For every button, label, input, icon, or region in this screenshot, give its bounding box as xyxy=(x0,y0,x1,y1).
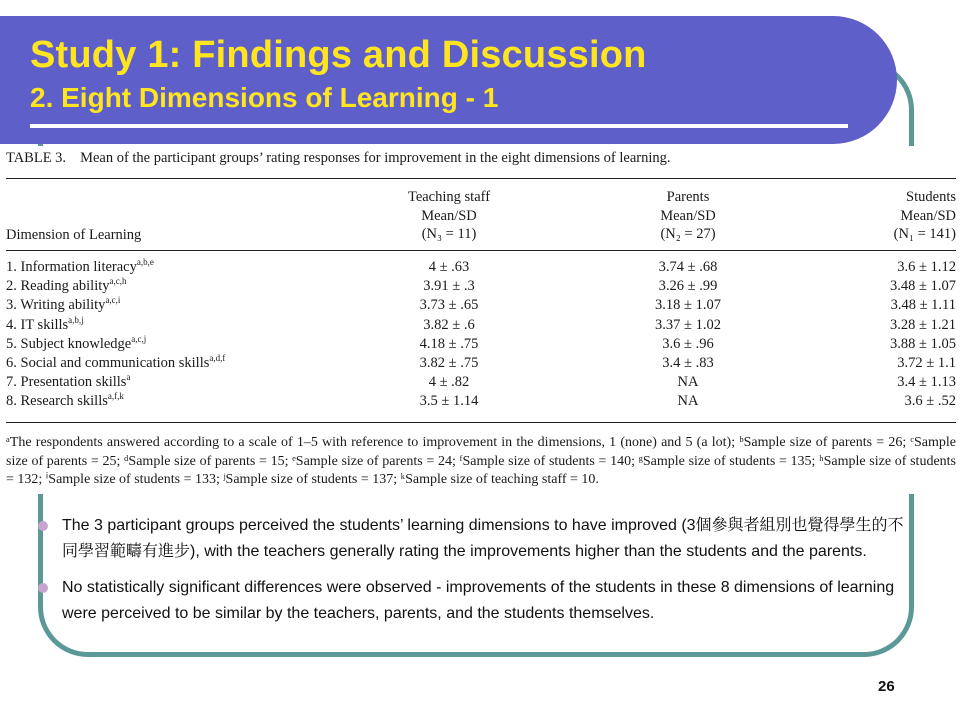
cell-students: 3.72 ± 1.1 xyxy=(897,354,956,371)
cell-parents: 3.37 ± 1.02 xyxy=(655,316,721,333)
table-row xyxy=(0,314,960,336)
page-number: 26 xyxy=(878,678,895,695)
cell-parents: 3.26 ± .99 xyxy=(658,278,718,295)
cell-teaching: 4 ± .63 xyxy=(428,259,470,275)
table-header-rule xyxy=(6,250,956,251)
dimension-footnote-marks: a,f,k xyxy=(107,391,124,402)
cell-students: 3.6 ± 1.12 xyxy=(897,259,956,275)
cell-parents: 3.4 ± .83 xyxy=(662,354,714,371)
dimension-footnote-marks: a,c,j xyxy=(131,333,147,344)
cell-students: 3.88 ± 1.05 xyxy=(890,335,956,352)
cell-dimension xyxy=(6,297,120,314)
dimension-label: 4. IT skills xyxy=(6,316,69,333)
bullet-dot-icon xyxy=(38,583,48,593)
dimension-footnote-marks: a,b,e xyxy=(136,257,154,267)
dimension-footnote-marks: a,b,j xyxy=(68,314,84,325)
col-header-n: (N₂ = 27) xyxy=(660,226,716,242)
cell-parents: 3.18 ± 1.07 xyxy=(655,297,721,314)
cell-students: 3.4 ± 1.13 xyxy=(897,374,956,391)
table-row xyxy=(0,374,960,393)
dimension-label: 8. Research skills xyxy=(6,393,108,410)
cell-students: 3.48 ± 1.11 xyxy=(890,297,956,314)
cell-parents: 3.6 ± .96 xyxy=(662,335,714,352)
dimension-label: 1. Information literacy xyxy=(6,259,137,275)
bullet-text: The 3 participant groups perceived the students’ learning dimensions to have improved (3個參與者組別也覺得學生的不同學習範疇有進步), with the teachers generally rating the improvements higher than the students and the parents. xyxy=(62,517,904,560)
dimension-footnote-marks: a,d,f xyxy=(209,352,226,363)
cell-dimension xyxy=(6,393,124,410)
dimension-label: 2. Reading ability xyxy=(6,278,110,295)
dimension-footnote-marks: a,c,i xyxy=(105,295,121,306)
cell-dimension xyxy=(6,352,226,372)
table-row xyxy=(0,333,960,355)
col-header-students xyxy=(856,188,956,244)
cell-parents: 3.74 ± .68 xyxy=(658,259,718,275)
col-header-n: (N₁ = 141) xyxy=(893,226,956,242)
dimension-footnote-marks: a,c,h xyxy=(109,276,127,287)
title-underline xyxy=(30,124,848,128)
cell-teaching: 3.91 ± .3 xyxy=(423,278,475,295)
col-header-parents xyxy=(628,188,748,244)
bullet-item xyxy=(36,575,916,627)
cell-students: 3.28 ± 1.21 xyxy=(890,316,956,333)
dimension-header: Dimension of Learning xyxy=(6,227,142,243)
col-header-n: (N₃ = 11) xyxy=(421,226,477,242)
cell-teaching: 4.18 ± .75 xyxy=(419,335,479,352)
table-top-rule xyxy=(6,178,956,179)
table-bottom-rule xyxy=(6,422,956,423)
cell-teaching: 3.5 ± 1.14 xyxy=(419,393,479,410)
cell-teaching: 3.82 ± .6 xyxy=(423,316,475,333)
col-header-name: Parents xyxy=(666,189,710,205)
cell-parents: NA xyxy=(677,393,699,410)
cell-dimension xyxy=(6,314,84,334)
bullet-text: No statistically significant differences were observed - improvements of the students in these 8 dimensions of learning were perceived to be similar by the teachers, parents, and the students themselves. xyxy=(62,579,895,622)
cell-dimension xyxy=(6,278,127,295)
table-label: TABLE 3. xyxy=(6,150,67,166)
col-header-name: Teaching staff xyxy=(407,189,491,205)
table-body xyxy=(0,259,960,413)
dimension-label: 3. Writing ability xyxy=(6,297,106,314)
cell-teaching: 3.82 ± .75 xyxy=(419,354,479,371)
table-row xyxy=(0,278,960,297)
col-header-stat: Mean/SD xyxy=(900,207,956,224)
dimension-footnote-marks: a xyxy=(126,372,131,383)
cell-dimension xyxy=(6,259,154,276)
results-table xyxy=(0,146,960,494)
cell-teaching: 4 ± .82 xyxy=(428,374,470,391)
dimension-label: 5. Subject knowledge xyxy=(6,335,132,352)
bullet-dot-icon xyxy=(38,521,48,531)
bullet-item xyxy=(36,513,916,565)
findings-list xyxy=(36,513,916,637)
table-row xyxy=(0,352,960,374)
dimension-label: 7. Presentation skills xyxy=(6,374,127,391)
dimension-label: 6. Social and communication skills xyxy=(6,354,210,371)
col-header-teaching xyxy=(388,188,510,244)
cell-dimension xyxy=(6,374,130,391)
slide-subtitle: 2. Eight Dimensions of Learning - 1 xyxy=(30,82,499,113)
cell-teaching: 3.73 ± .65 xyxy=(419,297,479,314)
cell-parents: NA xyxy=(677,374,699,391)
table-row xyxy=(0,393,960,412)
cell-students: 3.48 ± 1.07 xyxy=(890,278,956,295)
table-row xyxy=(0,259,960,278)
cell-students: 3.6 ± .52 xyxy=(904,393,956,410)
table-caption-text: Mean of the participant groups’ rating responses for improvement in the eight dimensions of learning. xyxy=(80,150,671,166)
col-header-stat: Mean/SD xyxy=(660,207,716,224)
table-caption xyxy=(6,150,671,167)
slide-title: Study 1: Findings and Discussion xyxy=(30,34,647,76)
table-footnote: ᵃThe respondents answered according to a scale of 1–5 with reference to improvement in the dimensions, 1 (none) and 5 (a lot); ᵇSample size of parents = 26; ᶜSample size of parents = 25; ᵈSample size of parents = 15; ᵉSample size of parents = 24; ᶠSample size of students = 140; ᵍSample size of students = 135; ʰSample size of students = 132; ⁱSample size of students = 133; ʲSample size of students = 137; ᵏSample size of teaching staff = 10. xyxy=(6,435,956,488)
col-header-stat: Mean/SD xyxy=(421,207,477,224)
col-header-name: Students xyxy=(906,189,956,205)
cell-dimension xyxy=(6,333,147,353)
table-row xyxy=(0,297,960,316)
